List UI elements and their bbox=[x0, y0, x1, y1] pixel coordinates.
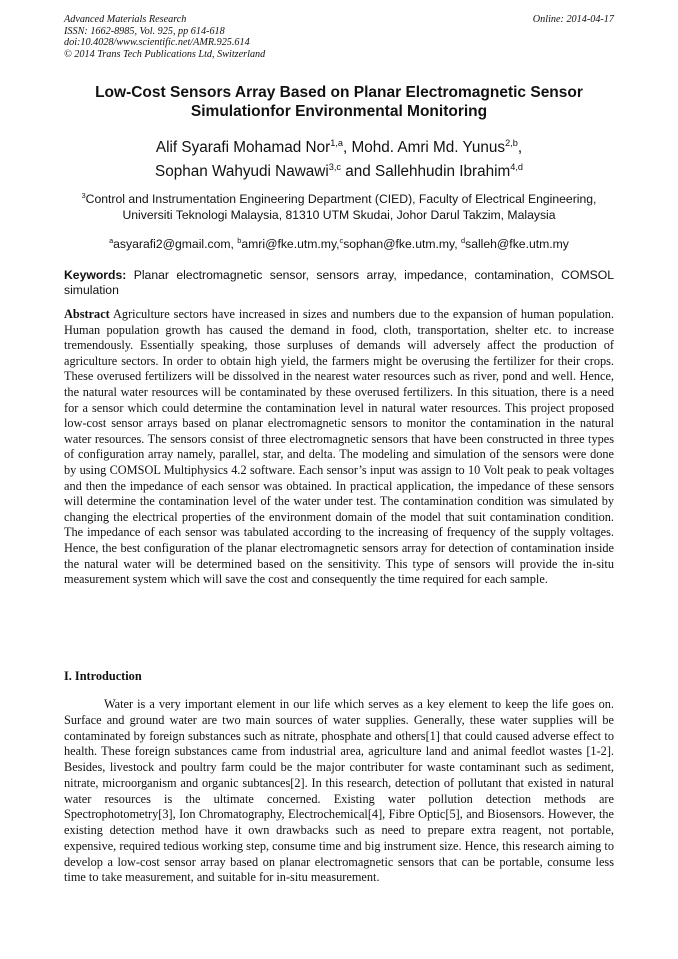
paper-title: Low-Cost Sensors Array Based on Planar Electromagnetic Sensor Simulationfor Environmental Monitoring bbox=[95, 84, 583, 120]
email-link[interactable]: amri@fke.utm.my, bbox=[241, 237, 340, 251]
affiliation bbox=[64, 192, 614, 223]
author-affiliation-mark: 4,d bbox=[510, 161, 523, 172]
author-name: , Mohd. Amri Md. Yunus bbox=[342, 139, 506, 156]
email-link[interactable]: sophan@fke.utm.my, bbox=[343, 237, 462, 251]
author-list bbox=[64, 136, 614, 184]
author-affiliation-mark: 2,b bbox=[505, 137, 518, 148]
journal-name: Advanced Materials Research bbox=[64, 14, 187, 25]
page-header bbox=[64, 14, 614, 60]
affiliation-line: Control and Instrumentation Engineering Department (CIED), Faculty of Electrical Engineering, bbox=[85, 192, 597, 206]
author-name: Sophan Wahyudi Nawawi bbox=[155, 163, 329, 180]
author-name: and Sallehhudin Ibrahim bbox=[341, 163, 511, 180]
doi-line: doi:10.4028/www.scientific.net/AMR.925.614 bbox=[64, 37, 250, 49]
email-list bbox=[64, 237, 614, 252]
email-mark: d bbox=[461, 235, 466, 245]
author-separator: , bbox=[517, 139, 523, 156]
email-link[interactable]: salleh@fke.utm.my bbox=[465, 237, 569, 251]
abstract-text: Agriculture sectors have increased in sizes and numbers due to the expansion of human population. Human population growth has caused the demand in food, cloth, transportation, shelter etc. to increase tremendously. Essentially speaking, those surpluses of demands will adversely affect the production of agriculture sectors. In order to obtain high yield, the farmers might be overusing the fertilizer for their crops. These overused fertilizers will be dissolved in the nearest water resources such as river, pond and well. Hence, the natural water resources will be contaminated by these overused fertilizers. In this situation, there is a need for a sensor which could determine the contamination level in natural water resources. This project proposed low-cost sensor arrays based on planar electromagnetic sensors to monitor the contamination in the natural water resources. The sensors consist of three electromagnetic sensors that have been constructed in three types of configuration array namely, parallel, star, and delta. The modeling and simulation of the sensors were done by using COMSOL Multiphysics 4.2 software. Each sensor’s input was assign to 10 Volt peak to peak voltages and then the impedance of each sensor was obtained. In practical application, the impedance of these sensors will determine the contamination level of the water under test. The contamination condition was simulated by changing the electrical properties of the environment domain of the model that suit contamination condition. The impedance of each sensor was tabulated according to the increasing of frequency of the supply voltages. Hence, the best configuration of the planar electromagnetic sensors array for detection of contamination inside the natural water will be determined based on the sensitivity. This type of sensors will provide the in-situ measurement system which will save the cost and consequently the time required for each sample. bbox=[64, 307, 614, 587]
issn-line: ISSN: 1662-8985, Vol. 925, pp 614-618 bbox=[64, 25, 225, 37]
email-mark: b bbox=[237, 235, 242, 245]
keywords-text: Planar electromagnetic sensor, sensors array, impedance, contamination, COMSOL simulation bbox=[64, 268, 614, 298]
abstract bbox=[64, 307, 614, 588]
affiliation-mark: 3 bbox=[81, 190, 86, 200]
email-mark: c bbox=[339, 235, 344, 245]
author-affiliation-mark: 1,a bbox=[330, 137, 343, 148]
online-date: Online: 2014-04-17 bbox=[532, 14, 614, 25]
author-name: Alif Syarafi Mohamad Nor bbox=[155, 139, 331, 156]
abstract-label: Abstract bbox=[64, 307, 110, 321]
section-heading: I. Introduction bbox=[64, 669, 142, 683]
keywords bbox=[64, 268, 614, 299]
keywords-label: Keywords: bbox=[64, 268, 127, 282]
affiliation-line: Universiti Teknologi Malaysia, 81310 UTM Skudai, Johor Darul Takzim, Malaysia bbox=[122, 207, 556, 222]
email-link[interactable]: asyarafi2@gmail.com, bbox=[113, 237, 238, 251]
author-affiliation-mark: 3,c bbox=[328, 161, 341, 172]
copyright-line: © 2014 Trans Tech Publications Ltd, Switzerland bbox=[64, 48, 266, 60]
email-mark: a bbox=[109, 235, 114, 245]
intro-paragraph: Water is a very important element in our life which serves as a key element to keep the life goes on. Surface and ground water are two main sources of water supplies. Generally, these water supplies will be contaminated by foreign substances such as nitrate, phosphate and others[1] that could caused adverse effect to health. These foreign substances came from industrial area, agriculture land and animal feedlot wastes [1-2]. Besides, livestock and poultry farm could be the major contributer for waste contaminant such as sediment, nitrate, microorganism and organic subtances[2]. In this research, detection of pollutant that existed in natural water resources is the ultimate concerned. Existing water pollution detection methods are Spectrophotometry[3], Ion Chromatography, Electrochemical[4], Fibre Optic[5], and Biosensors. However, the existing detection method have it own drawbacks such as need to prepare extra reagent, not portable, expensive, required tedious working step, consume time and big instrument size. Hence, this research aiming to develop a low-cost sensor array based on planar electromagnetic sensors that can be portable, consume less time to take measurement, and suitable for in-situ measurement. bbox=[64, 697, 614, 885]
